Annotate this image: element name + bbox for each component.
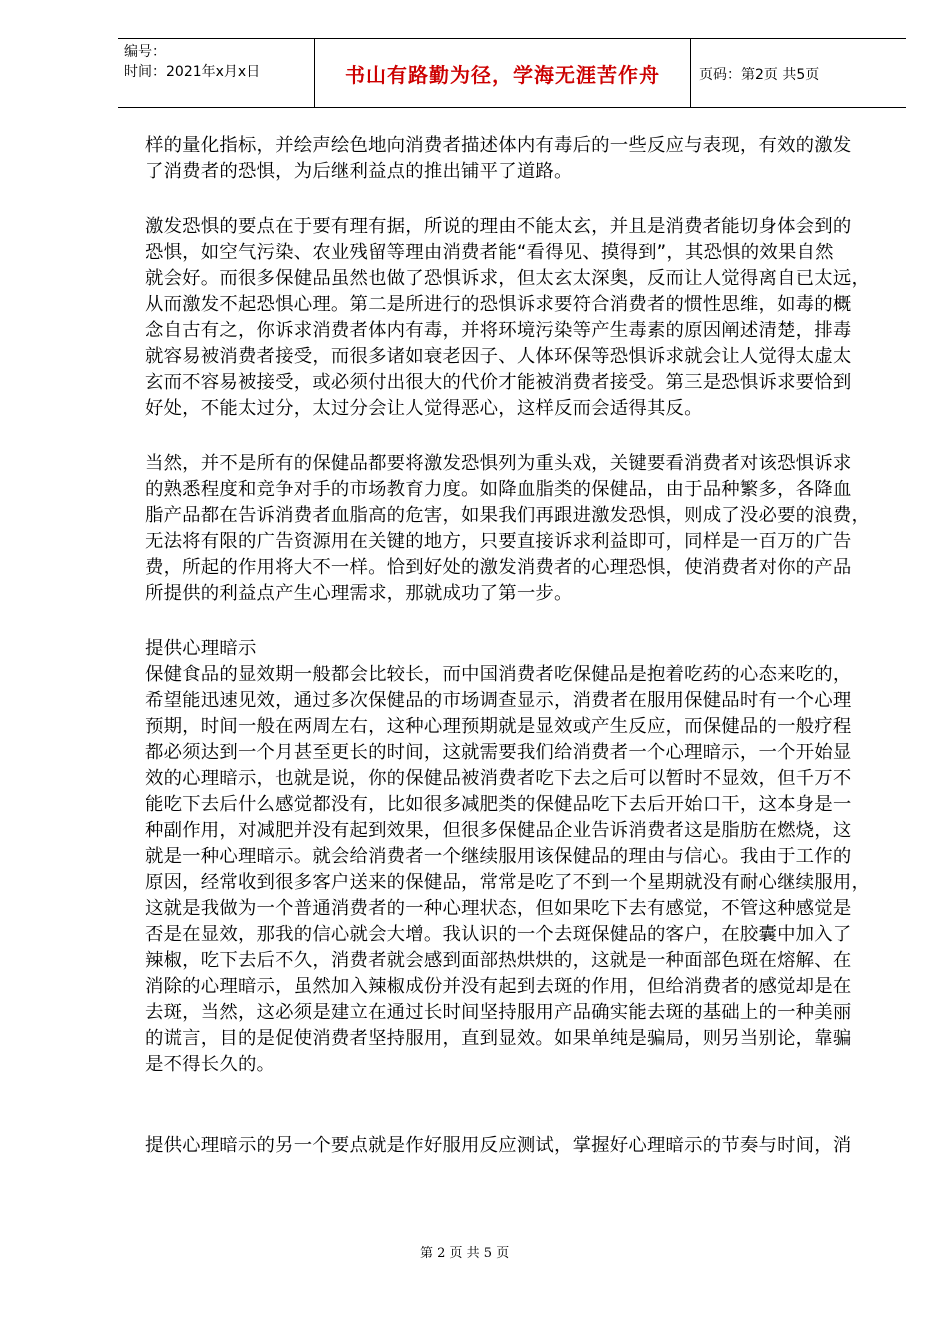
text-line: 无法将有限的广告资源用在关键的地方，只要直接诉求利益即可，同样是一百万的广告 (145, 531, 852, 552)
header-page-code: 页码：第2页 共5页 (699, 67, 820, 83)
text-line: 都必须达到一个月甚至更长的时间，这就需要我们给消费者一个心理暗示，一个开始显 (145, 742, 852, 763)
text-line: 的谎言，目的是促使消费者坚持服用，直到显效。如果单纯是骗局，则另当别论，靠骗 (145, 1028, 852, 1049)
text-line: 就容易被消费者接受，而很多诸如衰老因子、人体环保等恐惧诉求就会让人觉得太虚太 (145, 346, 852, 367)
text-line: 希望能迅速见效，通过多次保健品的市场调查显示，消费者在服用保健品时有一个心理 (145, 690, 852, 711)
section-heading: 提供心理暗示 (145, 638, 257, 659)
text-line: 这就是我做为一个普通消费者的一种心理状态，但如果吃下去有感觉，不管这种感觉是 (145, 898, 852, 919)
paragraph (145, 1133, 877, 1159)
text-line: 恐惧，如空气污染、农业残留等理由消费者能“看得见、摸得到”，其恐惧的效果自然 (145, 242, 834, 263)
text-line: 费，所起的作用将大不一样。恰到好处的激发消费者的心理恐惧，使消费者对你的产品 (145, 557, 852, 578)
page-header (118, 38, 906, 108)
text-line: 消除的心理暗示，虽然加入辣椒成份并没有起到去斑的作用，但给消费者的感觉却是在 (145, 976, 852, 997)
text-line: 能吃下去后什么感觉都没有，比如很多减肥类的保健品吃下去后开始口干，这本身是一 (145, 794, 852, 815)
text-line: 玄而不容易被接受，或必须付出很大的代价才能被消费者接受。第三是恐惧诉求要恰到 (145, 372, 852, 393)
text-line: 好处，不能太过分，太过分会让人觉得恶心，这样反而会适得其反。 (145, 398, 703, 419)
text-line: 种副作用，对减肥并没有起到效果，但很多保健品企业告诉消费者这是脂肪在燃烧，这 (145, 820, 852, 841)
text-line: 念自古有之，你诉求消费者体内有毒，并将环境污染等产生毒素的原因阐述清楚，排毒 (145, 320, 852, 341)
text-line: 效的心理暗示，也就是说，你的保健品被消费者吃下去之后可以暂时不显效，但千万不 (145, 768, 852, 789)
text-line: 的熟悉程度和竞争对手的市场教育力度。如降血脂类的保健品，由于品种繁多，各降血 (145, 479, 852, 500)
document-body (145, 133, 877, 1159)
header-page-cell (691, 39, 906, 107)
text-line: 样的量化指标，并绘声绘色地向消费者描述体内有毒后的一些反应与表现，有效的激发 (145, 135, 852, 156)
text-line: 就是一种心理暗示。就会给消费者一个继续服用该保健品的理由与信心。我由于工作的 (145, 846, 852, 867)
text-line: 当然，并不是所有的保健品都要将激发恐惧列为重头戏，关键要看消费者对该恐惧诉求 (145, 453, 852, 474)
text-line: 原因，经常收到很多客户送来的保健品，常常是吃了不到一个星期就没有耐心继续服用， (145, 872, 871, 893)
text-line (145, 1078, 877, 1104)
text-line: 提供心理暗示的另一个要点就是作好服用反应测试，掌握好心理暗示的节奏与时间，消 (145, 1135, 852, 1156)
text-line: 预期，时间一般在两周左右，这种心理预期就是显效或产生反应，而保健品的一般疗程 (145, 716, 852, 737)
header-meta-cell (118, 39, 315, 107)
text-line: 保健食品的显效期一般都会比较长，而中国消费者吃保健品是抱着吃药的心态来吃的， (145, 664, 852, 685)
text-line: 就会好。而很多保健品虽然也做了恐惧诉求，但太玄太深奥，反而让人觉得离自已太远， (145, 268, 871, 289)
text-line: 脂产品都在告诉消费者血脂高的危害，如果我们再跟进激发恐惧，则成了没必要的浪费， (145, 505, 871, 526)
paragraph (145, 133, 877, 185)
text-line: 否是在显效，那我的信心就会大增。我认识的一个去斑保健品的客户，在胶囊中加入了 (145, 924, 852, 945)
header-motto-cell (315, 39, 691, 107)
text-line: 辣椒，吃下去后不久，消费者就会感到面部热烘烘的，这就是一种面部色斑在熔解、在 (145, 950, 852, 971)
page-footer (0, 1246, 950, 1262)
text-line: 从而激发不起恐惧心理。第二是所进行的恐惧诉求要符合消费者的惯性思维，如毒的概 (145, 294, 852, 315)
text-line: 激发恐惧的要点在于要有理有据，所说的理由不能太玄，并且是消费者能切身体会到的 (145, 216, 852, 237)
document-number-label: 编号： (124, 44, 166, 60)
footer-page-number: 第 2 页 共 5 页 (420, 1246, 510, 1261)
text-line: 所提供的利益点产生心理需求，那就成功了第一步。 (145, 583, 573, 604)
paragraph (145, 636, 877, 1104)
paragraph (145, 214, 877, 422)
text-line: 去斑，当然，这必须是建立在通过长时间坚持服用产品确实能去斑的基础上的一种美丽 (145, 1002, 852, 1023)
text-line: 是不得长久的。 (145, 1054, 276, 1075)
header-motto: 书山有路勤为径，学海无涯苦作舟 (345, 63, 660, 87)
document-time-label: 时间：2021年x月x日 (124, 64, 261, 80)
paragraph (145, 451, 877, 607)
text-line: 了消费者的恐惧，为后继利益点的推出铺平了道路。 (145, 161, 573, 182)
